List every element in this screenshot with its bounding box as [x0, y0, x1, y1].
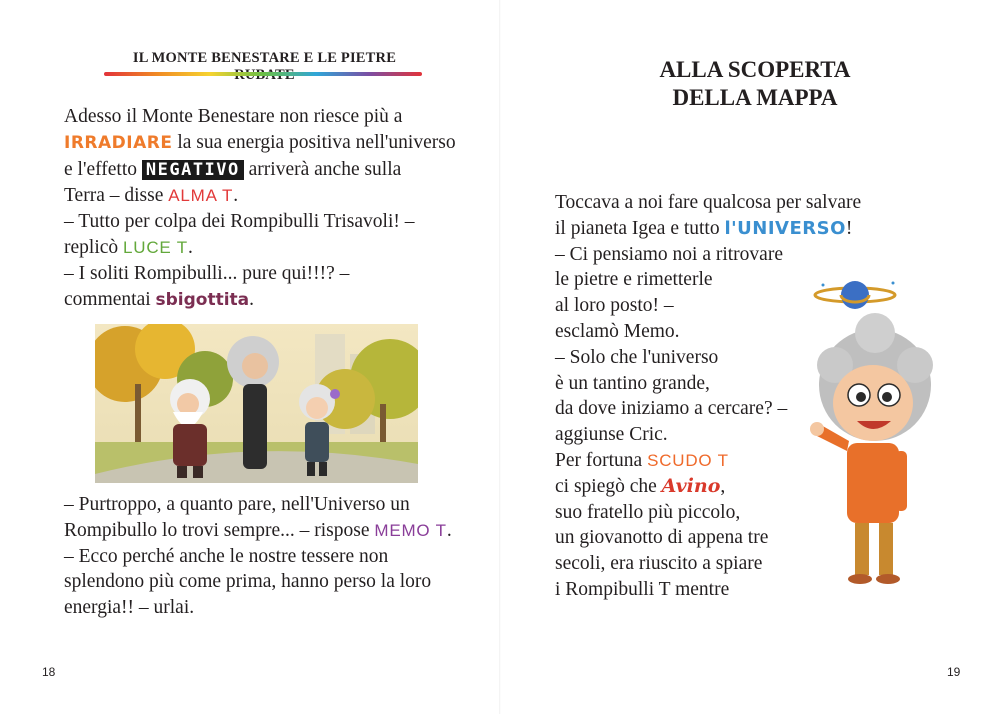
rainbow-divider — [104, 72, 422, 76]
styled-name-scudo: SCUDO T — [647, 450, 729, 470]
text-line: Terra – disse ALMA T. — [64, 185, 239, 207]
page-number-left: 18 — [42, 665, 56, 679]
text-line: replicò LUCE T. — [64, 236, 193, 258]
text-line: IRRADIARE la sua energia positiva nell'universo — [64, 131, 456, 153]
text-line: un giovanotto di appena tre — [555, 527, 769, 549]
styled-word-irradiare: IRRADIARE — [64, 132, 173, 153]
page-number-right: 19 — [947, 665, 961, 679]
text-line: aggiunse Cric. — [555, 424, 668, 446]
text-line: ci spiegò che Avino, — [555, 474, 726, 497]
text-line: – Ecco perché anche le nostre tessere non — [64, 545, 389, 567]
text-line: energia!! – urlai. — [64, 597, 195, 619]
text-line: e l'effetto NEGATIVO arriverà anche sulla — [64, 158, 402, 180]
styled-word-negativo: NEGATIVO — [142, 160, 244, 180]
chapter-title-line: DELLA MAPPA — [672, 85, 838, 110]
text-line: da dove iniziamo a cercare? – — [555, 398, 788, 420]
styled-word-sbigottita: sbigottita — [155, 289, 250, 310]
chapter-title-line: ALLA SCOPERTA — [659, 57, 851, 82]
text-line: splendono più come prima, hanno perso la loro — [64, 571, 432, 593]
styled-name-alma: ALMA T — [168, 186, 234, 206]
text-line: secoli, era riuscito a spiare — [555, 553, 763, 575]
text-line: i Rompibulli T mentre — [555, 578, 730, 600]
styled-word-universo: l'UNIVERSO — [724, 217, 846, 239]
text-line: il pianeta Igea e tutto l'UNIVERSO! — [555, 217, 853, 239]
text-line: al loro posto! – — [555, 295, 674, 317]
text-line: – Ci pensiamo noi a ritrovare — [555, 243, 783, 265]
text-line: commentai sbigottita. — [64, 288, 255, 310]
text-line: Per fortuna SCUDO T — [555, 449, 729, 471]
left-top-paragraph — [64, 104, 456, 313]
styled-name-luce: LUCE T — [123, 237, 188, 257]
text-line: – Purtroppo, a quanto pare, nell'Universo un — [64, 494, 410, 515]
styled-name-avino: Avino — [661, 474, 721, 497]
text-line: Rompibullo lo trovi sempre... – rispose MEMO T. — [64, 519, 452, 541]
text-line: esclamò Memo. — [555, 320, 680, 342]
left-bottom-paragraph — [64, 492, 452, 621]
text-line: le pietre e rimetterle — [555, 269, 713, 291]
running-head: IL MONTE BENESTARE E LE PIETRE — [132, 50, 397, 66]
text-line: – I soliti Rompibulli... pure qui!!!? – — [64, 262, 350, 284]
text-line: suo fratello più piccolo, — [555, 501, 741, 523]
text-line: Adesso il Monte Benestare non riesce più a — [64, 106, 403, 127]
text-line: Toccava a noi fare qualcosa per salvare — [555, 192, 862, 213]
text-line: – Solo che l'universo — [555, 346, 719, 368]
chapter-title — [610, 56, 900, 112]
text-line: – Tutto per colpa dei Rompibulli Trisavoli! – — [64, 211, 415, 233]
page-gutter — [499, 0, 501, 714]
text-line: è un tantino grande, — [555, 372, 710, 394]
styled-name-memo: MEMO T — [374, 520, 447, 540]
park-scene-illustration — [95, 324, 418, 483]
boy-with-planet-illustration — [805, 275, 945, 595]
